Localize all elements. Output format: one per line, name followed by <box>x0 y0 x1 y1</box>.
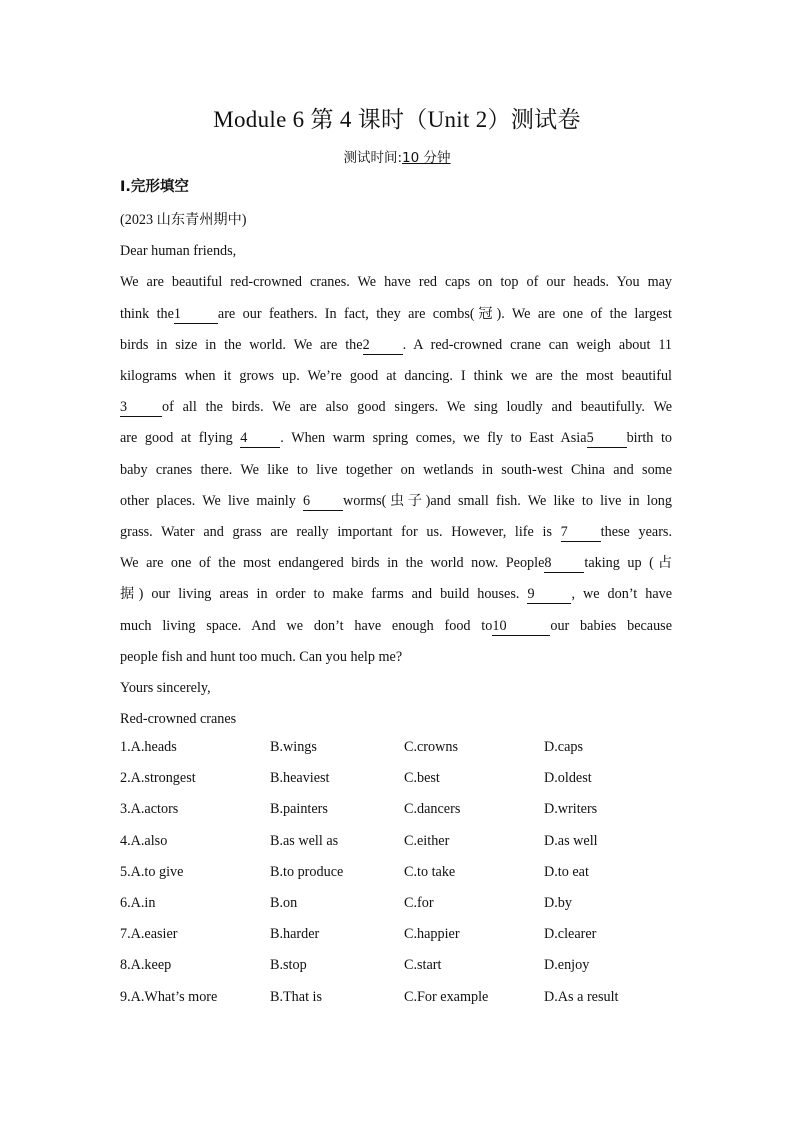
test-time-value: 10 分钟 <box>402 150 451 166</box>
source-note: (2023 山东青州期中) <box>120 212 247 228</box>
blank-3: 3 <box>120 398 162 417</box>
option-c: C.For example <box>404 988 489 1005</box>
cloze-passage <box>120 205 672 735</box>
option-c: C.best <box>404 770 440 787</box>
blank-10: 10 <box>492 617 550 636</box>
passage-line <box>120 486 672 517</box>
option-row <box>120 826 680 857</box>
signature: Red-crowned cranes <box>120 711 237 728</box>
passage-text: We are one of the most endangered birds in the world now. People <box>120 555 545 572</box>
option-a: 6.A.in <box>120 894 156 911</box>
passage-text: our babies because <box>550 617 672 634</box>
option-a: 2.A.strongest <box>120 770 196 787</box>
option-d: D.oldest <box>544 770 592 787</box>
option-row <box>120 950 680 981</box>
page-title: Module 6 第 4 课时（Unit 2）测试卷 <box>213 107 581 132</box>
option-c: C.either <box>404 832 450 849</box>
passage-text: are our feathers. In fact, they are combs(冠). We are one of the largest <box>217 305 672 322</box>
passage-text: these years. <box>600 524 672 541</box>
option-d: D.caps <box>544 739 584 755</box>
blank-4: 4 <box>240 429 280 448</box>
option-c: C.to take <box>404 863 456 880</box>
option-d: D.writers <box>544 801 598 818</box>
passage-text: . A red-crowned crane can weigh about 11 <box>402 336 672 353</box>
passage-text: much living space. And we don’t have enough food to <box>120 617 493 634</box>
passage-line <box>120 611 672 642</box>
option-b: B.painters <box>270 801 328 818</box>
blank-2: 2 <box>363 336 403 355</box>
option-d: D.clearer <box>544 926 597 943</box>
blank-1: 1 <box>174 305 218 324</box>
passage-line: baby cranes there. We like to live together on wetlands in south-west China and some <box>120 461 672 478</box>
option-a: 7.A.easier <box>120 926 178 943</box>
passage-text: taking up (占 <box>584 555 673 572</box>
option-d: D.enjoy <box>544 957 590 974</box>
blank-8: 8 <box>544 554 584 573</box>
option-row <box>120 857 680 888</box>
option-a: 4.A.also <box>120 832 168 849</box>
option-b: B.harder <box>270 926 320 943</box>
greeting: Dear human friends, <box>120 243 237 260</box>
option-b: B.to produce <box>270 863 344 880</box>
option-row <box>120 888 680 919</box>
passage-text: think the <box>120 305 174 322</box>
passage-text: of all the birds. We are also good singers. We sing loudly and beautifully. We <box>162 399 672 416</box>
option-a: 8.A.keep <box>120 957 172 974</box>
passage-text: birds in size in the world. We are the <box>120 336 363 353</box>
blank-7: 7 <box>561 523 601 542</box>
option-row <box>120 732 680 763</box>
passage-text: worms(虫子)and small fish. We like to live in long <box>343 492 672 509</box>
option-c: C.dancers <box>404 801 461 818</box>
passage-line: kilograms when it grows up. We’re good at dancing. I think we are the most beautiful <box>120 368 672 385</box>
blank-6: 6 <box>303 492 343 511</box>
option-row <box>120 794 680 825</box>
passage-line: people fish and hunt too much. Can you help me? <box>120 648 403 665</box>
option-b: B.wings <box>270 739 317 755</box>
option-d: D.As a result <box>544 988 619 1005</box>
option-row <box>120 982 680 1013</box>
test-time-label: 测试时间: <box>343 150 403 166</box>
option-d: D.by <box>544 894 572 911</box>
option-c: C.start <box>404 957 442 974</box>
passage-text: other places. We live mainly <box>120 492 296 509</box>
passage-line <box>120 517 672 548</box>
passage-line <box>120 548 672 579</box>
passage-text: , we don’t have <box>571 586 673 603</box>
passage-text: 据) our living areas in order to make farms and build houses. <box>120 586 520 603</box>
passage-line <box>120 299 672 330</box>
blank-5: 5 <box>587 429 627 448</box>
passage-line: We are beautiful red-crowned cranes. We have red caps on top of our heads. You may <box>120 274 672 291</box>
option-d: D.as well <box>544 832 598 849</box>
answer-options <box>120 732 680 1013</box>
passage-text: are good at flying <box>120 430 233 447</box>
option-b: B.on <box>270 894 298 911</box>
option-b: B.heaviest <box>270 770 330 787</box>
option-a: 9.A.What’s more <box>120 988 218 1005</box>
option-a: 5.A.to give <box>120 863 184 880</box>
option-a: 1.A.heads <box>120 739 177 755</box>
option-a: 3.A.actors <box>120 801 179 818</box>
passage-line <box>120 579 672 610</box>
option-c: C.for <box>404 894 434 911</box>
passage-text: birth to <box>626 430 673 447</box>
closing: Yours sincerely, <box>120 680 211 697</box>
section-heading: Ⅰ.完形填空 <box>120 179 189 195</box>
test-time <box>0 146 794 166</box>
option-c: C.crowns <box>404 739 458 755</box>
option-b: B.stop <box>270 957 307 974</box>
passage-text: grass. Water and grass are really important for us. However, life is <box>120 524 552 541</box>
option-b: B.as well as <box>270 832 339 849</box>
option-row <box>120 919 680 950</box>
blank-9: 9 <box>527 585 571 604</box>
passage-line <box>120 330 672 361</box>
option-c: C.happier <box>404 926 460 943</box>
passage-line <box>120 392 672 423</box>
option-b: B.That is <box>270 988 323 1005</box>
option-row <box>120 763 680 794</box>
passage-text: . When warm spring comes, we fly to East Asia <box>280 430 587 447</box>
option-d: D.to eat <box>544 863 589 880</box>
passage-line <box>120 423 672 454</box>
